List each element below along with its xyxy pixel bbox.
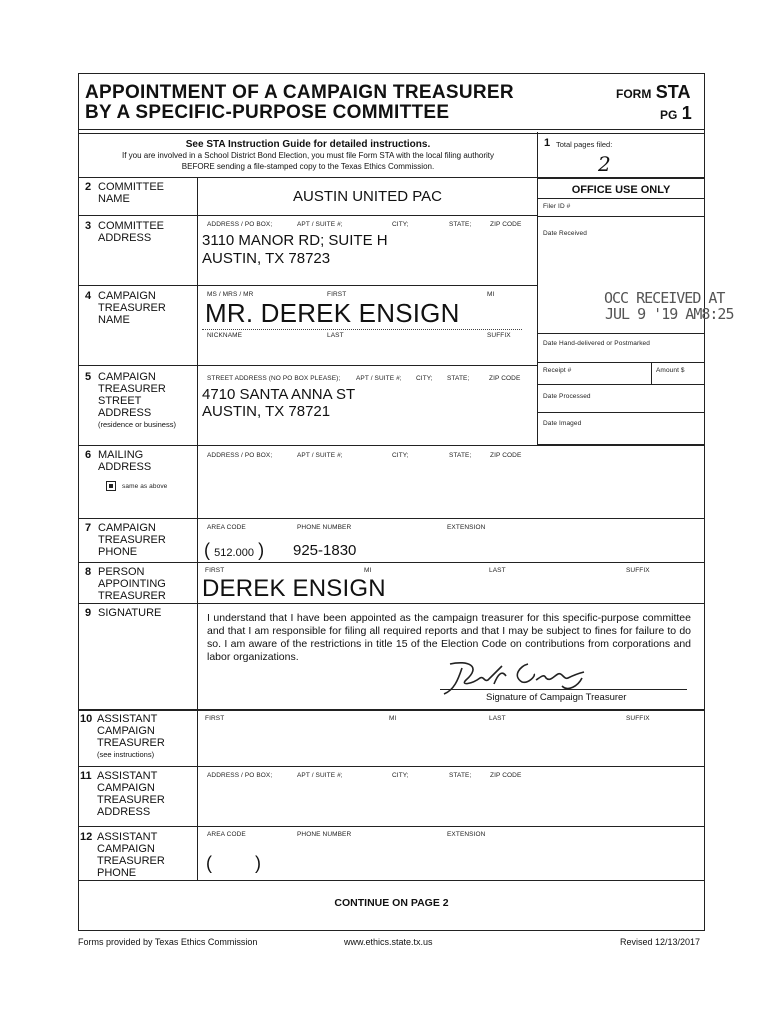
sec4-h-ms: MS / MRS / MR	[207, 291, 254, 298]
sec6-num: 6	[85, 449, 92, 461]
sec4-h-mi: MI	[487, 291, 495, 298]
sec2-label-1: COMMITTEE	[98, 181, 164, 193]
assistant-area-code-field[interactable]	[206, 853, 266, 874]
phone-number-value[interactable]: 925-1830	[293, 542, 357, 559]
treasurer-street-line1[interactable]: 4710 SANTA ANNA ST	[202, 386, 356, 403]
instructions-line3: BEFORE sending a file-stamped copy to the Texas Ethics Commission.	[181, 162, 435, 171]
sec4-label	[98, 290, 166, 326]
office-use-only: OFFICE USE ONLY	[571, 184, 671, 196]
sec3-h-address: ADDRESS / PO BOX;	[207, 221, 273, 228]
office-div1	[537, 198, 705, 199]
row-divider-8	[78, 603, 705, 604]
sec11-label-2: CAMPAIGN	[97, 782, 155, 794]
sec7-label-2: TREASURER	[98, 534, 166, 546]
sec10-label-3: TREASURER	[97, 737, 165, 749]
form-word: FORM	[616, 87, 652, 101]
sec3-label-1: COMMITTEE	[98, 220, 164, 232]
sec10-h-mi: MI	[389, 715, 397, 722]
amount-label: Amount $	[656, 367, 685, 374]
row-divider-10	[78, 766, 705, 767]
sec4-h-nickname: NICKNAME	[207, 332, 243, 339]
footer-right: Revised 12/13/2017	[620, 937, 701, 947]
same-as-above-label: same as above	[122, 483, 168, 490]
row-divider-4	[78, 365, 537, 366]
area-code-value: 512.000	[214, 547, 254, 559]
header-divider	[78, 129, 705, 134]
sec3-num: 3	[85, 220, 92, 232]
area-close-paren: )	[258, 540, 265, 560]
appointing-person-name[interactable]: DEREK ENSIGN	[202, 575, 386, 602]
sec3-label	[98, 220, 164, 244]
office-div5	[537, 384, 705, 385]
sec7-label	[98, 522, 166, 558]
sec7-label-1: CAMPAIGN	[98, 522, 156, 534]
office-div6	[537, 412, 705, 413]
label-column-divider	[197, 178, 198, 881]
row-divider-12	[78, 880, 705, 881]
row-divider-9	[78, 709, 705, 711]
sec5-h-zip: ZIP CODE	[489, 375, 521, 382]
assistant-paren-close: )	[255, 853, 261, 873]
sec3-h-zip: ZIP CODE	[490, 221, 522, 228]
sec4-h-last: LAST	[327, 332, 344, 339]
sec5-label-1: CAMPAIGN	[98, 371, 156, 383]
total-pages-num: 1	[544, 137, 551, 149]
date-processed: Date Processed	[543, 393, 591, 400]
sec12-h-ext: EXTENSION	[447, 831, 486, 838]
sec11-h-apt: APT / SUITE #;	[297, 772, 343, 779]
sec2-label	[98, 181, 164, 205]
sec8-h-last: LAST	[489, 567, 506, 574]
row-divider-5	[78, 445, 705, 446]
same-as-above-checkbox[interactable]	[106, 481, 116, 491]
office-div3	[537, 333, 705, 334]
sec8-label	[98, 566, 166, 602]
sec12-label-3: TREASURER	[97, 855, 165, 867]
area-open-paren: (	[204, 540, 210, 560]
sec5-label-3: STREET	[98, 395, 142, 407]
sec12-label-2: CAMPAIGN	[97, 843, 155, 855]
filer-id: Filer ID #	[543, 203, 571, 210]
sec8-label-3: TREASURER	[98, 590, 166, 602]
sec7-h-area: AREA CODE	[207, 524, 246, 531]
treasurer-street-line2[interactable]: AUSTIN, TX 78721	[202, 403, 331, 420]
sec8-label-1: PERSON	[98, 566, 145, 578]
sec6-label	[98, 449, 151, 473]
sec10-label-2: CAMPAIGN	[97, 725, 155, 737]
sec10-label-1: ASSISTANT	[97, 713, 158, 725]
sec10-label	[97, 713, 165, 761]
sec11-h-city: CITY;	[392, 772, 409, 779]
sec11-num: 11	[80, 770, 92, 782]
sec5-num: 5	[85, 371, 92, 383]
received-stamp-line2: JUL 9 '19 AM8:25	[605, 305, 734, 323]
instructions-line1: See STA Instruction Guide for detailed instructions.	[185, 139, 431, 150]
sec8-label-2: APPOINTING	[98, 578, 166, 590]
instructions-line2: If you are involved in a School District Bond Election, you must file Form STA with the local filing authority	[121, 151, 495, 160]
sec4-label-3: NAME	[98, 314, 130, 326]
sec12-label	[97, 831, 165, 879]
sec11-h-zip: ZIP CODE	[490, 772, 522, 779]
form-code	[616, 82, 690, 103]
office-div2	[537, 216, 705, 217]
total-pages-label: Total pages filed:	[556, 140, 613, 149]
sec9-label: SIGNATURE	[98, 607, 162, 619]
row-divider-6	[78, 518, 705, 519]
sec11-label-1: ASSISTANT	[97, 770, 158, 782]
sec10-h-first: FIRST	[205, 715, 225, 722]
sec6-label-1: MAILING	[98, 449, 144, 461]
row-divider-3	[78, 285, 537, 286]
sec10-h-last: LAST	[489, 715, 506, 722]
sec7-label-3: PHONE	[98, 546, 138, 558]
office-div4	[537, 362, 705, 363]
sec4-h-first: FIRST	[327, 291, 347, 298]
sec2-label-2: NAME	[98, 193, 130, 205]
committee-address-line1[interactable]: 3110 MANOR RD; SUITE H	[202, 232, 388, 249]
sec4-num: 4	[85, 290, 92, 302]
sec7-h-phone: PHONE NUMBER	[297, 524, 352, 531]
sec12-label-1: ASSISTANT	[97, 831, 158, 843]
sec9-num: 9	[85, 607, 92, 619]
sec5-label-4: ADDRESS	[98, 407, 152, 419]
treasurer-name[interactable]: MR. DEREK ENSIGN	[205, 298, 460, 328]
sec7-h-ext: EXTENSION	[447, 524, 486, 531]
sec12-num: 12	[80, 831, 93, 843]
footer-center[interactable]: www.ethics.state.tx.us	[344, 937, 433, 947]
assistant-paren-open: (	[206, 853, 212, 873]
sec4-dotted-line	[202, 329, 522, 330]
sec11-h-state: STATE;	[449, 772, 472, 779]
continue-on-page-2: CONTINUE ON PAGE 2	[334, 897, 449, 909]
sec11-label-3: TREASURER	[97, 794, 165, 806]
sec7-num: 7	[85, 522, 92, 534]
sec8-num: 8	[85, 566, 92, 578]
footer-left: Forms provided by Texas Ethics Commission	[78, 937, 258, 947]
sec6-h-state: STATE;	[449, 452, 472, 459]
date-received: Date Received	[543, 230, 587, 237]
sec8-h-mi: MI	[364, 567, 372, 574]
sec3-h-city: CITY;	[392, 221, 409, 228]
area-code-field[interactable]	[204, 540, 264, 561]
sec3-label-2: ADDRESS	[98, 232, 152, 244]
sec3-h-apt: APT / SUITE #;	[297, 221, 343, 228]
form-title-line2: BY A SPECIFIC-PURPOSE COMMITTEE	[85, 102, 450, 123]
office-div-vert	[651, 362, 652, 384]
sec5-label	[98, 371, 176, 431]
date-imaged: Date Imaged	[543, 420, 582, 427]
sec6-label-2: ADDRESS	[98, 461, 152, 473]
sec5-h-street: STREET ADDRESS (NO PO BOX PLEASE);	[207, 375, 341, 382]
sec10-h-suffix: SUFFIX	[626, 715, 650, 722]
sec12-h-area: AREA CODE	[207, 831, 246, 838]
sec3-h-state: STATE;	[449, 221, 472, 228]
total-pages-value[interactable]: 2	[598, 152, 611, 176]
form-title-line1: APPOINTMENT OF A CAMPAIGN TREASURER	[85, 82, 514, 103]
committee-name[interactable]: AUSTIN UNITED PAC	[293, 188, 442, 205]
sec5-h-state: STATE;	[447, 375, 470, 382]
sec10-num: 10	[80, 713, 93, 725]
sec6-h-zip: ZIP CODE	[490, 452, 522, 459]
sec8-h-first: FIRST	[205, 567, 225, 574]
sec6-h-address: ADDRESS / PO BOX;	[207, 452, 273, 459]
sec6-h-city: CITY;	[392, 452, 409, 459]
sec5-label-5: (residence or business)	[98, 420, 176, 429]
sec11-h-address: ADDRESS / PO BOX;	[207, 772, 273, 779]
sec4-h-suffix: SUFFIX	[487, 332, 511, 339]
form-code-value: STA	[655, 82, 691, 102]
sec5-h-city: CITY;	[416, 375, 433, 382]
sec6-h-apt: APT / SUITE #;	[297, 452, 343, 459]
sec12-h-phone: PHONE NUMBER	[297, 831, 352, 838]
sec11-label-4: ADDRESS	[97, 806, 151, 818]
row-divider-11	[78, 826, 705, 827]
row-divider-7	[78, 562, 705, 563]
sec4-label-2: TREASURER	[98, 302, 166, 314]
sec5-label-2: TREASURER	[98, 383, 166, 395]
sec11-label	[97, 770, 165, 818]
hand-delivered: Date Hand-delivered or Postmarked	[543, 340, 650, 347]
checkbox-mark	[109, 484, 113, 488]
signature-caption: Signature of Campaign Treasurer	[486, 692, 627, 703]
sec12-label-4: PHONE	[97, 867, 137, 879]
received-stamp-line1: OCC RECEIVED AT	[604, 289, 725, 307]
page-number	[660, 103, 692, 124]
row-divider-2	[78, 215, 537, 216]
pg-num: 1	[681, 103, 692, 123]
pg-word: PG	[660, 108, 678, 122]
committee-address-line2[interactable]: AUSTIN, TX 78723	[202, 250, 331, 267]
signature-line	[440, 689, 687, 690]
sec5-h-apt: APT / SUITE #;	[356, 375, 402, 382]
sec4-label-1: CAMPAIGN	[98, 290, 156, 302]
sec10-label-4: (see instructions)	[97, 750, 155, 759]
receipt-label: Receipt #	[543, 367, 572, 374]
sec8-h-suffix: SUFFIX	[626, 567, 650, 574]
sec2-num: 2	[85, 181, 92, 193]
signature-statement: I understand that I have been appointed as the campaign treasurer for this specific-purpose committee and that I am responsible for filing all required reports and that I may be subject to fines for failure to do so. I am aware of the restrictions in title 15 of the Election Code on contributions from corporations and labor organizations.	[207, 612, 691, 663]
